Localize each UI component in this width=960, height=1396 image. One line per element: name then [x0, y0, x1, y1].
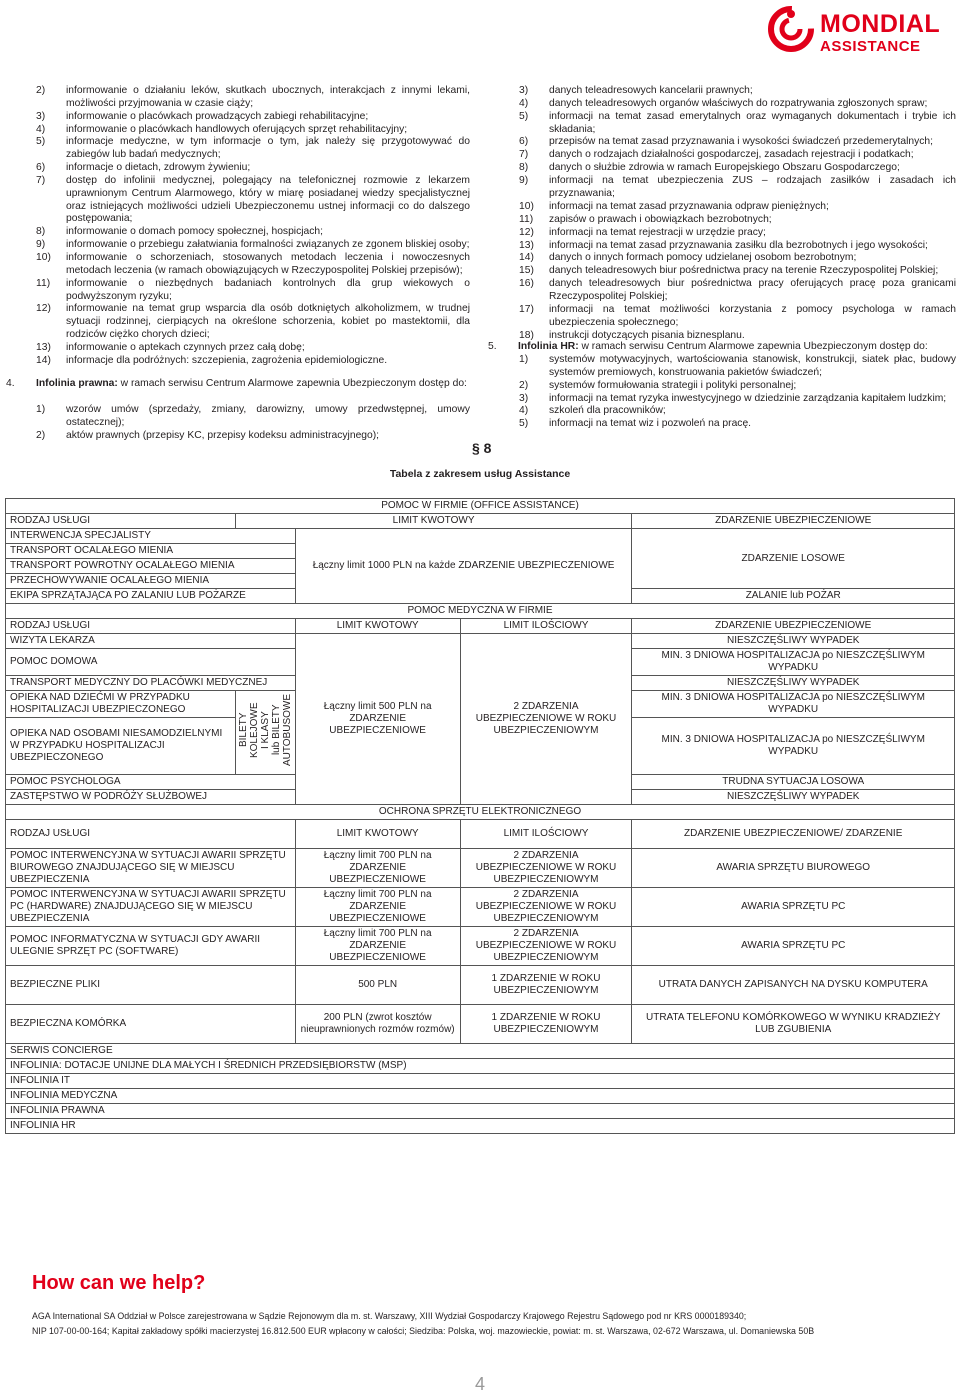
med-event: NIESZCZĘŚLIWY WYPADEK [632, 790, 955, 805]
list-item [36, 342, 470, 355]
item-text: danych o służbie zdrowia w ramach Europejskiego Obszaru Gospodarczego; [549, 162, 900, 174]
limit-cell: 500 PLN [295, 966, 460, 1005]
item-number: 7) [519, 149, 529, 161]
med-qty: 2 ZDARZENIA UBEZPIECZENIOWE W ROKU UBEZPIECZENIOWYM [460, 634, 632, 805]
item-number: 13) [36, 341, 51, 353]
brand-name: MONDIAL [820, 10, 941, 38]
tickets-label: BILETY KOLEJOWE I KLASY lub BILETY AUTOBUSOWE [237, 694, 293, 767]
service-cell: BEZPIECZNA KOMÓRKA [6, 1005, 296, 1044]
section-text: Infolinia HR: w ramach serwisu Centrum Alarmowe zapewnia Ubezpieczonym dostęp do: [518, 341, 928, 352]
list-item [519, 111, 956, 137]
item-number: 5) [519, 110, 529, 122]
med-event: NIESZCZĘŚLIWY WYPADEK [632, 676, 955, 691]
list-item [519, 278, 956, 304]
item-number: 13) [519, 239, 534, 251]
table-row: TRANSPORT MEDYCZNY DO PLACÓWKI MEDYCZNEJ [6, 676, 296, 691]
item-number: 4) [36, 123, 46, 135]
section-number: 5. [488, 341, 497, 352]
item-text: aktów prawnych (przepisy KC, przepisy kodeksu administracyjnego); [66, 429, 380, 441]
limit-cell: Łączny limit 700 PLN na ZDARZENIE UBEZPIECZENIOWE [295, 888, 460, 927]
service-cell: INFOLINIA HR [6, 1119, 955, 1134]
col-rodzaj: RODZAJ USŁUGI [6, 514, 236, 529]
mondial-swirl-logo-icon [768, 6, 814, 52]
section-4-list [36, 404, 470, 442]
list-item [36, 136, 470, 162]
list-item [36, 175, 470, 226]
section-5-list-wrap [519, 354, 956, 431]
section-5-list [519, 354, 956, 431]
info-medical-list [36, 85, 470, 368]
service-cell: POMOC INTERWENCYJNA W SYTUACJI AWARII SPRZĘTU PC (HARDWARE) ZNAJDUJĄCEGO SIĘ W MIEJSCU UBEZPIECZENIA [6, 888, 296, 927]
item-text: danych teleadresowych biur pośrednictwa pracy oferujących pracę poza granicami Rzeczypospolitej Polskiej; [549, 278, 956, 302]
list-item [519, 304, 956, 330]
limit-cell: Łączny limit 700 PLN na ZDARZENIE UBEZPIECZENIOWE [295, 927, 460, 966]
section-number: 4. [6, 378, 15, 389]
col-ilosc: LIMIT ILOŚCIOWY [460, 820, 632, 849]
event-cell: AWARIA SPRZĘTU PC [632, 927, 955, 966]
vertical-tickets-cell [235, 691, 295, 775]
col-rodzaj: RODZAJ USŁUGI [6, 820, 296, 849]
item-number: 1) [36, 404, 46, 415]
table-row [6, 1059, 955, 1074]
item-text: informacji na temat wiz i pozwoleń na pracę. [549, 418, 752, 430]
list-item [519, 201, 956, 214]
table-row: TRANSPORT OCALAŁEGO MIENIA [6, 544, 296, 559]
assistance-table [5, 498, 955, 1134]
list-item [36, 85, 470, 111]
event-cell: AWARIA SPRZĘTU BIUROWEGO [632, 849, 955, 888]
list-item [36, 355, 470, 368]
table-row [6, 1119, 955, 1134]
list-item [36, 252, 470, 278]
list-item [519, 418, 956, 431]
page-number: 4 [474, 1374, 485, 1394]
col-kwot: LIMIT KWOTOWY [295, 619, 460, 634]
med-limit: Łączny limit 500 PLN na ZDARZENIE UBEZPIECZENIOWE [295, 634, 460, 805]
limit-cell: 200 PLN (zwrot kosztów nieuprawnionych rozmów rozmów) [295, 1005, 460, 1044]
item-text: danych teleadresowych organów właściwych do rozpatrywania zgłoszonych spraw; [549, 97, 928, 109]
item-number: 2) [36, 85, 46, 96]
table-row [6, 966, 955, 1005]
item-number: 8) [519, 162, 529, 174]
elec-header: OCHRONA SPRZĘTU ELEKTRONICZNEGO [6, 805, 955, 820]
item-text: informowanie na temat grup wsparcia dla osób dotkniętych alkoholizmem, w trudnej sytuacji rodzinnej, cierpiących na określone schorzenia, kobiet po mastektomii, dla rodziców ciężko chorych dzieci; [66, 303, 470, 341]
item-text: wzorów umów (sprzedaży, zmiany, darowizny, umowy przedwstępnej, umowy ostatecznej); [66, 404, 470, 428]
item-number: 17) [519, 303, 534, 315]
list-item [36, 124, 470, 137]
col-zdarz: ZDARZENIE UBEZPIECZENIOWE [632, 619, 955, 634]
section-4-list-wrap [36, 404, 470, 443]
item-text: informowanie o domach pomocy społecznej, hospicjach; [66, 226, 323, 238]
help-heading: How can we help? [32, 1272, 206, 1294]
table-row [6, 849, 955, 888]
office-event-1: ZDARZENIE LOSOWE [632, 529, 955, 589]
service-cell: SERWIS CONCIERGE [6, 1044, 955, 1059]
service-cell: POMOC INFORMATYCZNA W SYTUACJI GDY AWARII ULEGNIE SPRZĘT PC (SOFTWARE) [6, 927, 296, 966]
table-row [6, 1005, 955, 1044]
qty-cell: 1 ZDARZENIE W ROKU UBEZPIECZENIOWYM [460, 966, 632, 1005]
event-cell: UTRATA TELEFONU KOMÓRKOWEGO W WYNIKU KRADZIEŻY LUB ZGUBIENIA [632, 1005, 955, 1044]
list-item [36, 162, 470, 175]
list-item [36, 430, 470, 443]
section-5 [488, 341, 956, 354]
item-text: instrukcji dotyczących pisania biznesplanu. [549, 329, 745, 341]
list-item [519, 98, 956, 111]
list-item [519, 405, 956, 418]
table-row: OPIEKA NAD OSOBAMI NIESAMODZIELNYMI W PRZYPADKU HOSPITALIZACJI UBEZPIECZONEGO [6, 718, 236, 775]
item-text: przepisów na temat zasad przyznawania i wysokości świadczeń przedemerytalnych; [549, 136, 934, 148]
list-item [36, 303, 470, 341]
brand-sub: ASSISTANCE [820, 38, 921, 55]
table-row: INTERWENCJA SPECJALISTY [6, 529, 296, 544]
item-number: 14) [36, 354, 51, 366]
service-cell: INFOLINIA IT [6, 1074, 955, 1089]
item-text: zapisów o prawach i obowiązkach bezrobotnych; [549, 213, 772, 225]
item-text: informacje medyczne, w tym informacje o tym, jak należy się przygotowywać do zabiegów lub badań medycznych; [66, 136, 470, 161]
item-number: 6) [36, 162, 46, 174]
qty-cell: 2 ZDARZENIA UBEZPIECZENIOWE W ROKU UBEZPIECZENIOWYM [460, 927, 632, 966]
med-event: MIN. 3 DNIOWA HOSPITALIZACJA po NIESZCZĘŚLIWYM WYPADKU [632, 718, 955, 775]
table-row [6, 1089, 955, 1104]
col-zdarz: ZDARZENIE UBEZPIECZENIOWE/ ZDARZENIE [632, 820, 955, 849]
item-text: informacji na temat zasad przyznawania zasiłku dla bezrobotnych i jego wysokości; [549, 239, 928, 251]
section-4 [6, 378, 470, 391]
item-number: 15) [519, 265, 534, 277]
list-item [519, 149, 956, 162]
office-limit: Łączny limit 1000 PLN na każde ZDARZENIE UBEZPIECZENIOWE [295, 529, 632, 604]
item-text: informacje dla podróżnych: szczepienia, zagrożenia epidemiologiczne. [66, 354, 388, 366]
item-text: informacje o dietach, zdrowym żywieniu; [66, 162, 251, 174]
item-number: 4) [519, 405, 529, 417]
item-number: 10) [519, 200, 534, 212]
list-item [519, 354, 956, 380]
qty-cell: 2 ZDARZENIA UBEZPIECZENIOWE W ROKU UBEZPIECZENIOWYM [460, 849, 632, 888]
service-cell: INFOLINIA PRAWNA [6, 1104, 955, 1119]
item-text: danych teleadresowych biur pośrednictwa pracy na terenie Rzeczypospolitej Polskiej; [549, 265, 939, 277]
event-cell: UTRATA DANYCH ZAPISANYCH NA DYSKU KOMPUTERA [632, 966, 955, 1005]
list-item [519, 393, 956, 406]
service-cell: INFOLINIA: DOTACJE UNIJNE DLA MAŁYCH I ŚREDNICH PRZEDSIĘBIORSTW (MSP) [6, 1059, 955, 1074]
legal-footer [32, 1309, 860, 1339]
item-text: danych teleadresowych kancelarii prawnych; [549, 85, 753, 96]
item-number: 6) [519, 136, 529, 148]
paragraph-mark: § 8 [472, 440, 492, 456]
item-number: 10) [36, 252, 51, 264]
item-text: informowanie o placówkach handlowych oferujących sprzęt rehabilitacyjny; [66, 123, 408, 135]
table-row: ZASTĘPSTWO W PODRÓŻY SŁUŻBOWEJ [6, 790, 296, 805]
legal-info-list [519, 85, 956, 342]
table-row [6, 1104, 955, 1119]
list-item [36, 239, 470, 252]
item-text: informacji na temat zasad przyznawania odpraw pieniężnych; [549, 200, 829, 212]
col-zdarz: ZDARZENIE UBEZPIECZENIOWE [632, 514, 955, 529]
item-number: 11) [36, 277, 51, 289]
col-kwot: LIMIT KWOTOWY [235, 514, 632, 529]
item-number: 2) [519, 379, 529, 391]
col-rodzaj: RODZAJ USŁUGI [6, 619, 296, 634]
item-number: 12) [36, 303, 51, 315]
item-text: informacji na temat rejestracji w urzędzie pracy; [549, 226, 766, 238]
item-text: informowanie o działaniu leków, skutkach ubocznych, interakcjach z innymi lekami, możliwości przyjmowania w czasie ciąży; [66, 85, 470, 109]
item-number: 3) [519, 85, 529, 96]
table-row: PRZECHOWYWANIE OCALAŁEGO MIENIA [6, 574, 296, 589]
item-number: 5) [519, 418, 529, 430]
item-text: systemów formułowania strategii i polityki personalnej; [549, 379, 797, 391]
item-number: 8) [36, 226, 46, 238]
item-number: 18) [519, 329, 534, 341]
section-text: Infolinia prawna: w ramach serwisu Centrum Alarmowe zapewnia Ubezpieczonym dostęp do: [36, 378, 467, 389]
service-cell: INFOLINIA MEDYCZNA [6, 1089, 955, 1104]
item-text: informowanie o schorzeniach, stosowanych metodach leczenia i nowoczesnych metodach leczenia (w ramach obowiązujących w Rzeczypospolitej Polskiej przepisów); [66, 252, 470, 276]
col-ilosc: LIMIT ILOŚCIOWY [460, 619, 632, 634]
item-number: 9) [36, 239, 46, 251]
service-cell: POMOC INTERWENCYJNA W SYTUACJI AWARII SPRZĘTU BIUROWEGO ZNAJDUJĄCEGO SIĘ W MIEJSCU UBEZPIECZENIA [6, 849, 296, 888]
list-item [519, 175, 956, 201]
item-text: systemów motywacyjnych, wartościowania stanowisk, konstrukcji, siatek płac, budowy systemów premiowych, konstruowania pakietów świadczeń; [549, 354, 956, 378]
table-row [6, 1044, 955, 1059]
item-text: informacji na temat możliwości korzystania z pomocy psychologa w ramach ubezpieczenia społecznego; [549, 303, 956, 328]
office-header: POMOC W FIRMIE (OFFICE ASSISTANCE) [6, 499, 955, 514]
table-row [6, 1074, 955, 1089]
list-item [519, 265, 956, 278]
event-cell: AWARIA SPRZĘTU PC [632, 888, 955, 927]
item-number: 9) [519, 175, 529, 187]
item-text: informowanie o przebiegu załatwiania formalności związanych ze zgonem bliskiej osoby; [66, 239, 470, 251]
item-number: 5) [36, 136, 46, 148]
med-event: NIESZCZĘŚLIWY WYPADEK [632, 634, 955, 649]
item-number: 7) [36, 175, 46, 187]
office-event-2: ZALANIE lub POŻAR [632, 589, 955, 604]
right-column [519, 85, 956, 342]
list-item [519, 214, 956, 227]
item-number: 14) [519, 252, 534, 264]
list-item [36, 404, 470, 430]
item-number: 2) [36, 429, 46, 441]
list-item [519, 136, 956, 149]
left-column [36, 85, 470, 368]
table-row [6, 927, 955, 966]
table-row: OPIEKA NAD DZIEĆMI W PRZYPADKU HOSPITALIZACJI UBEZPIECZONEGO [6, 691, 236, 718]
med-event: MIN. 3 DNIOWA HOSPITALIZACJA po NIESZCZĘŚLIWYM WYPADKU [632, 649, 955, 676]
item-text: informacji na temat ryzyka inwestycyjnego w dziedzinie zarządzania kapitałem ludzkim; [549, 392, 947, 404]
list-item [519, 162, 956, 175]
med-header: POMOC MEDYCZNA W FIRMIE [6, 604, 955, 619]
table-row: TRANSPORT POWROTNY OCALAŁEGO MIENIA [6, 559, 296, 574]
list-item [519, 85, 956, 98]
item-text: danych o innych formach pomocy udzielanej osobom bezrobotnym; [549, 252, 857, 264]
item-number: 11) [519, 213, 534, 225]
item-text: informowanie o niezbędnych badaniach kontrolnych dla grup wiekowych o podwyższonym ryzyku; [66, 277, 470, 302]
item-number: 12) [519, 226, 534, 238]
item-text: informowanie o aptekach czynnych przez całą dobę; [66, 341, 305, 353]
list-item [519, 252, 956, 265]
item-number: 16) [519, 278, 534, 290]
table-row: POMOC DOMOWA [6, 649, 296, 676]
item-text: szkoleń dla pracowników; [549, 405, 666, 417]
table-row: EKIPA SPRZĄTAJĄCA PO ZALANIU LUB POŻARZE [6, 589, 296, 604]
item-text: informacji na temat ubezpieczenia ZUS – rodzajach zasiłków i zasadach ich przyznawania; [549, 175, 956, 199]
list-item [36, 111, 470, 124]
footer-line-2: NIP 107-00-00-164; Kapitał zakładowy spółki macierzystej 16.812.500 EUR wpłacony w całości; Siedziba: Polska, woj. mazowieckie, powiat: m. st. Warszawa, 02-672 Warszawa, ul. Domaniewska 50B [32, 1326, 815, 1337]
table-row: WIZYTA LEKARZA [6, 634, 296, 649]
footer-line-1: AGA International SA Oddział w Polsce zarejestrowana w Sądzie Rejonowym dla m. st. Warszawy, XIII Wydział Gospodarczy Krajowego Rejestru Sądowego pod nr KRS 0000189340; [32, 1311, 747, 1322]
list-item [519, 380, 956, 393]
list-item [36, 278, 470, 304]
list-item [519, 240, 956, 253]
med-event: TRUDNA SYTUACJA LOSOWA [632, 775, 955, 790]
qty-cell: 1 ZDARZENIE W ROKU UBEZPIECZENIOWYM [460, 1005, 632, 1044]
qty-cell: 2 ZDARZENIA UBEZPIECZENIOWE W ROKU UBEZPIECZENIOWYM [460, 888, 632, 927]
item-text: dostęp do infolinii medycznej, polegający na telefonicznej rozmowie z lekarzem uprawnionym Centrum Alarmowego, który w miarę posiadanej wiedzy specjalistycznej oraz istniejących możliwości udzieli Ubezpieczonemu ustnej informacji co do dalszego postępowania; [66, 175, 470, 225]
item-number: 1) [519, 354, 529, 365]
item-text: informacji na temat zasad emerytalnych oraz wymaganych dokumentach i trybie ich składania; [549, 110, 956, 135]
item-text: danych o rodzajach działalności gospodarczej, zasadach rejestracji i podatkach; [549, 149, 914, 161]
item-text: informowanie o placówkach prowadzących zabiegi rehabilitacyjne; [66, 110, 369, 122]
table-row [6, 888, 955, 927]
col-kwot: LIMIT KWOTOWY [295, 820, 460, 849]
limit-cell: Łączny limit 700 PLN na ZDARZENIE UBEZPIECZENIOWE [295, 849, 460, 888]
table-title: Tabela z zakresem usług Assistance [389, 468, 571, 480]
item-number: 3) [36, 110, 46, 122]
service-cell: BEZPIECZNE PLIKI [6, 966, 296, 1005]
list-item [519, 227, 956, 240]
item-number: 3) [519, 392, 529, 404]
mondial-assistance-logo [768, 2, 960, 58]
list-item [36, 226, 470, 239]
med-event: MIN. 3 DNIOWA HOSPITALIZACJA po NIESZCZĘŚLIWYM WYPADKU [632, 691, 955, 718]
table-row: POMOC PSYCHOLOGA [6, 775, 296, 790]
item-number: 4) [519, 97, 529, 109]
